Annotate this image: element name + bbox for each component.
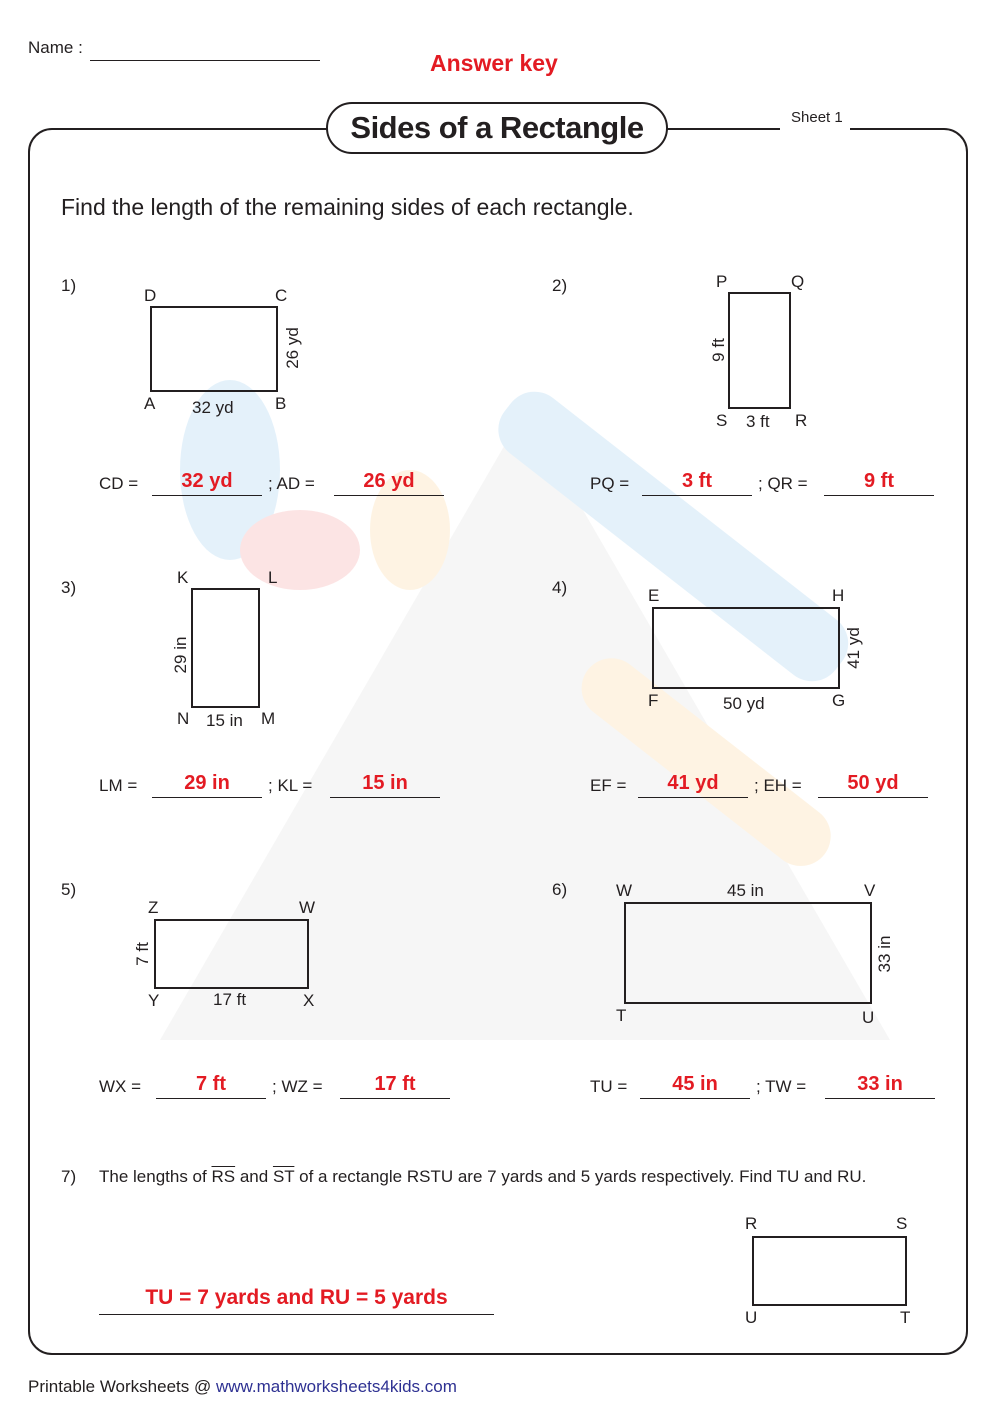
vertex-label: N — [177, 709, 190, 728]
vertex-label: P — [716, 272, 728, 291]
name-label: Name : — [28, 38, 83, 57]
answer-blank[interactable]: 3 ft — [642, 469, 752, 496]
side-length-label: 50 yd — [723, 694, 765, 713]
rectangle-diagram — [624, 902, 872, 1004]
problem-number: 1) — [61, 276, 77, 295]
side-length-label: 3 ft — [746, 412, 770, 431]
rectangle-diagram — [752, 1236, 907, 1306]
answer-blank[interactable]: 15 in — [330, 771, 440, 798]
vertex-label: Y — [148, 991, 160, 1010]
vertex-label: K — [177, 568, 189, 587]
rectangle-diagram — [150, 306, 278, 392]
vertex-label: T — [900, 1308, 911, 1327]
problem-number: 6) — [552, 880, 568, 899]
answer-blank[interactable]: 26 yd — [334, 469, 444, 496]
segment-rs: $\overline{RS}$ — [211, 1167, 236, 1186]
footer-link[interactable]: www.mathworksheets4kids.com — [215, 1377, 457, 1396]
segment-st: $\overline{ST}$ — [272, 1167, 295, 1186]
rectangle-diagram — [728, 292, 791, 409]
side-length-label: 32 yd — [192, 398, 234, 417]
rectangle-diagram — [191, 588, 260, 708]
name-field-line[interactable] — [90, 60, 320, 61]
question-label: ; QR = — [758, 474, 808, 493]
question-label: LM = — [99, 776, 138, 795]
question-label: ; TW = — [756, 1077, 807, 1096]
answer-blank[interactable]: 7 ft — [156, 1072, 266, 1099]
vertex-label: G — [832, 691, 846, 710]
vertex-label: D — [144, 286, 157, 305]
problem-number: 5) — [61, 880, 77, 899]
vertex-label: C — [275, 286, 288, 305]
problem-7-text — [99, 1167, 866, 1187]
question-label: CD = — [99, 474, 139, 493]
vertex-label: E — [648, 586, 660, 605]
side-length-label: 45 in — [727, 881, 764, 900]
rectangle-diagram — [652, 607, 840, 689]
problem-number: 7) — [61, 1167, 77, 1186]
problem-7-text-post: of a rectangle RSTU are 7 yards and 5 yards respectively. Find TU and RU. — [299, 1167, 867, 1186]
side-length-label: 33 in — [875, 935, 894, 973]
answer-blank[interactable]: 45 in — [640, 1072, 750, 1099]
footer-label: Printable Worksheets @ — [28, 1377, 212, 1396]
answer-blank[interactable]: TU = 7 yards and RU = 5 yards — [99, 1286, 494, 1315]
vertex-label: V — [864, 881, 876, 900]
side-length-label: 26 yd — [283, 327, 302, 369]
vertex-label: B — [275, 394, 287, 413]
vertex-label: Q — [791, 272, 805, 291]
problem-number: 2) — [552, 276, 568, 295]
answer-blank[interactable]: 50 yd — [818, 771, 928, 798]
problem-number: 4) — [552, 578, 568, 597]
answer-blank[interactable]: 41 yd — [638, 771, 748, 798]
vertex-label: S — [896, 1214, 908, 1233]
side-length-label: 29 in — [171, 636, 190, 674]
question-label: PQ = — [590, 474, 630, 493]
vertex-label: L — [268, 568, 278, 587]
vertex-label: W — [616, 881, 633, 900]
vertex-label: U — [862, 1008, 875, 1027]
question-label: EF = — [590, 776, 627, 795]
problem-number: 3) — [61, 578, 77, 597]
question-label: ; KL = — [268, 776, 313, 795]
rectangle-diagram — [154, 919, 309, 989]
vertex-label: T — [616, 1006, 627, 1025]
side-length-label: 7 ft — [133, 942, 152, 966]
answer-blank[interactable]: 9 ft — [824, 469, 934, 496]
vertex-label: Z — [148, 898, 159, 917]
vertex-label: U — [745, 1308, 758, 1327]
footer — [28, 1377, 457, 1397]
vertex-label: R — [745, 1214, 758, 1233]
vertex-label: W — [299, 898, 316, 917]
vertex-label: X — [303, 991, 315, 1010]
question-label: ; EH = — [754, 776, 802, 795]
vertex-label: H — [832, 586, 845, 605]
side-length-label: 17 ft — [213, 990, 247, 1009]
vertex-label: S — [716, 411, 728, 430]
side-length-label: 41 yd — [844, 627, 863, 669]
instructions: Find the length of the remaining sides of each rectangle. — [61, 194, 634, 220]
vertex-label: R — [795, 411, 808, 430]
question-label: TU = — [590, 1077, 628, 1096]
answer-blank[interactable]: 29 in — [152, 771, 262, 798]
problem-7-text-pre: The lengths of — [99, 1167, 207, 1186]
answer-blank[interactable]: 17 ft — [340, 1072, 450, 1099]
page-title: Sides of a Rectangle — [326, 102, 668, 154]
vertex-label: F — [648, 691, 659, 710]
question-label: WX = — [99, 1077, 142, 1096]
answer-blank[interactable]: 32 yd — [152, 469, 262, 496]
side-length-label: 9 ft — [709, 338, 728, 362]
answer-blank[interactable]: 33 in — [825, 1072, 935, 1099]
question-label: ; AD = — [268, 474, 315, 493]
question-label: ; WZ = — [272, 1077, 323, 1096]
side-length-label: 15 in — [206, 711, 243, 730]
problem-7-text-mid: and — [239, 1167, 269, 1186]
answer-key-label: Answer key — [430, 50, 558, 76]
vertex-label: M — [261, 709, 276, 728]
sheet-number: Sheet 1 — [791, 109, 843, 126]
vertex-label: A — [144, 394, 156, 413]
